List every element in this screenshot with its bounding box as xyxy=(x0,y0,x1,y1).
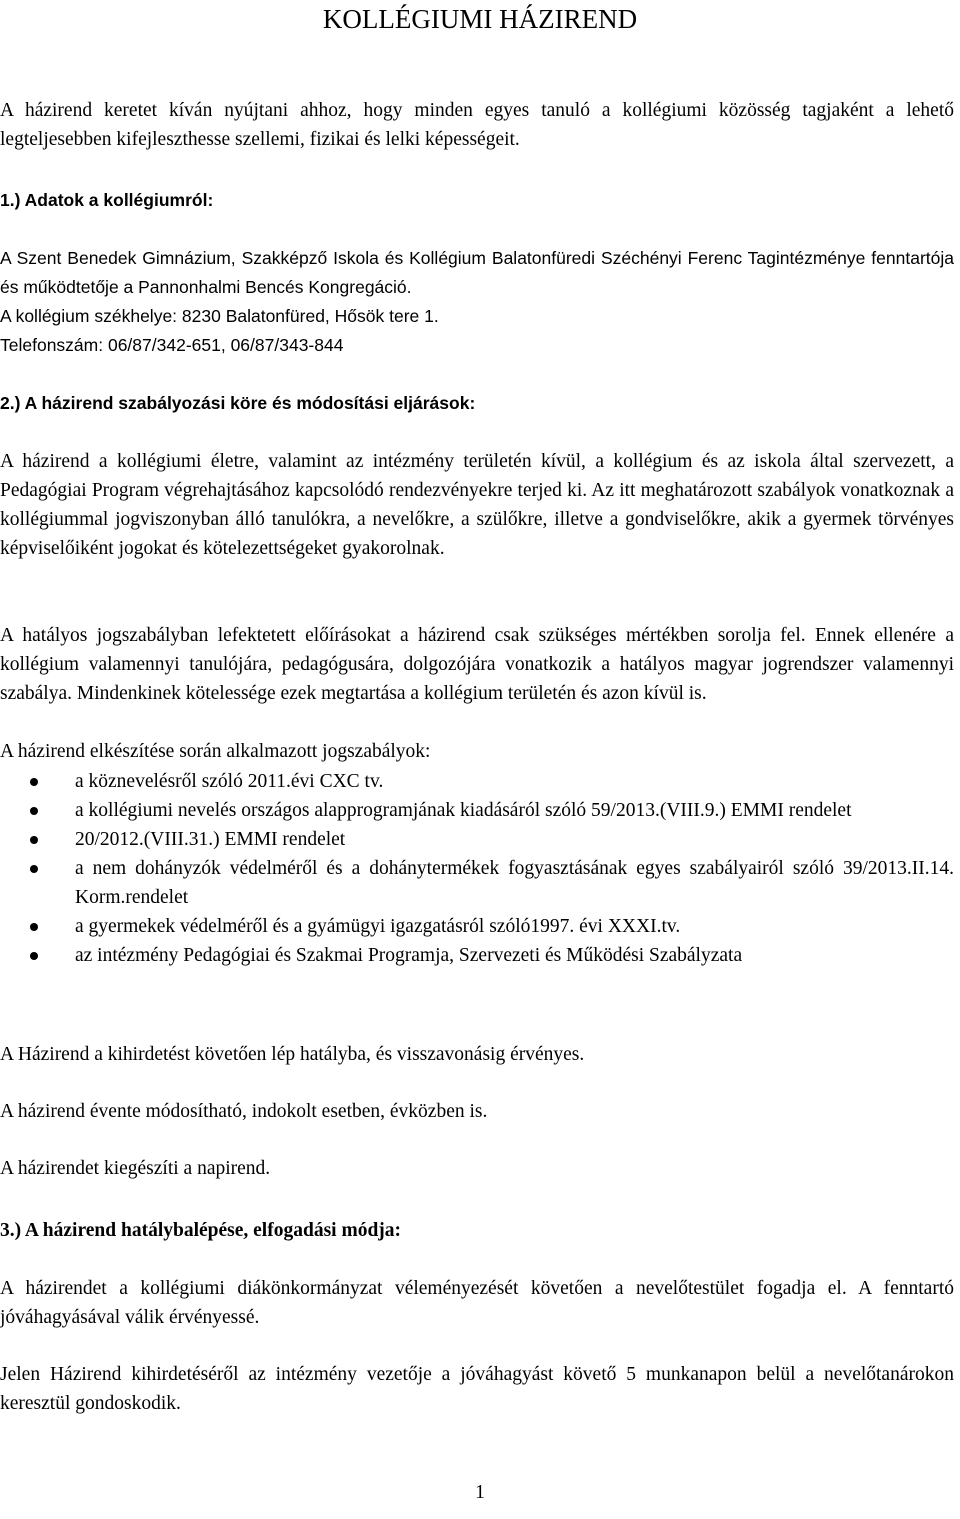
law-text: az intézmény Pedagógiai és Szakmai Programja, Szervezeti és Működési Szabályzata xyxy=(75,945,743,966)
law-text: a nem dohányzók védelméről és a dohánytermékek fogyasztásának egyes szabályairól szóló 39/2013.II.14. Korm.rendelet xyxy=(75,858,954,908)
bullet-icon xyxy=(30,778,38,786)
list-item xyxy=(0,767,954,796)
list-item xyxy=(0,912,954,941)
bullet-icon xyxy=(30,952,38,960)
bullet-icon xyxy=(30,865,38,873)
law-text: a kollégiumi nevelés országos alapprogramjának kiadásáról szóló 59/2013.(VIII.9.) EMMI rendelet xyxy=(75,800,852,821)
section1-heading: 1.) Adatok a kollégiumról: xyxy=(0,190,214,210)
page-number: 1 xyxy=(475,1482,485,1503)
section1-seat: A kollégium székhelye: 8230 Balatonfüred, Hősök tere 1. xyxy=(0,306,439,326)
law-text: a gyermekek védelméről és a gyámügyi igazgatásról szóló1997. évi XXXI.tv. xyxy=(75,916,681,937)
schedule-paragraph: A házirendet kiegészíti a napirend. xyxy=(0,1158,271,1179)
section3-announcement-paragraph: Jelen Házirend kihirdetéséről az intézmény vezetője a jóváhagyást követő 5 munkanapon belül a nevelőtanárokon keresztül gondoskodik. xyxy=(0,1364,954,1414)
laws-list xyxy=(0,767,954,970)
section2-heading: 2.) A házirend szabályozási köre és módosítási eljárások: xyxy=(0,393,476,413)
section3-heading: 3.) A házirend hatálybalépése, elfogadási módja: xyxy=(0,1220,402,1241)
law-text: 20/2012.(VIII.31.) EMMI rendelet xyxy=(75,829,346,850)
bullet-icon xyxy=(30,923,38,931)
list-item xyxy=(0,941,954,970)
section1-maintainer-paragraph: A Szent Benedek Gimnázium, Szakképző Iskola és Kollégium Balatonfüredi Széchényi Ferenc Tagintézménye fenntartója és működtetője a Pannonhalmi Bencés Kongregáció. xyxy=(0,248,954,297)
law-text: a köznevelésről szóló 2011.évi CXC tv. xyxy=(75,771,384,792)
section2-law-paragraph: A hatályos jogszabályban lefektetett előírásokat a házirend csak szükséges mértékben sorolja fel. Ennek ellenére a kollégium valamennyi tanulójára, pedagógusára, dolgozójára vonatkozik a hatályos magyar jogrendszer valamennyi szabálya. Mindenkinek kötelessége ezek megtartása a kollégium területén és azon kívül is. xyxy=(0,625,954,704)
document-title: KOLLÉGIUMI HÁZIREND xyxy=(322,4,638,34)
section2-scope-text: A házirend a kollégiumi életre, valamint az intézmény területén kívül, a kollégium és az iskola által szervezett, a Pedagógiai Program végrehajtásához kapcsolódó rendezvényekre terjed ki. xyxy=(0,451,954,501)
section3-adoption-paragraph: A házirendet a kollégiumi diákönkormányzat véleményezését követően a nevelőtestület fogadja el. A fenntartó jóváhagyásával válik érvényessé. xyxy=(0,1278,954,1328)
section1-phone: Telefonszám: 06/87/342-651, 06/87/343-844 xyxy=(0,335,344,355)
amendment-paragraph: A házirend évente módosítható, indokolt esetben, évközben is. xyxy=(0,1101,488,1122)
section2-scope-paragraph xyxy=(0,447,954,563)
list-item xyxy=(0,796,954,825)
bullet-icon xyxy=(30,807,38,815)
list-item xyxy=(0,825,954,854)
effective-paragraph: A Házirend a kihirdetést követően lép hatályba, és visszavonásig érvényes. xyxy=(0,1044,585,1065)
laws-list-intro: A házirend elkészítése során alkalmazott jogszabályok: xyxy=(0,741,431,762)
intro-paragraph: A házirend keretet kíván nyújtani ahhoz, hogy minden egyes tanuló a kollégiumi közösség tagjaként a lehető legteljesebben kifejleszthesse szellemi, fizikai és lelki képességeit. xyxy=(0,100,954,150)
section2-applies-text: Az itt meghatározott szabályok vonatkoznak a kollégiummal jogviszonyban álló tanulókra, a nevelőkre, a szülőkre, illetve a gondviselőkre, akik a gyermek törvényes képviselőiként jogokat és kötelezettségeket gyakorolnak. xyxy=(0,480,954,559)
list-item xyxy=(0,854,954,912)
bullet-icon xyxy=(30,836,38,844)
